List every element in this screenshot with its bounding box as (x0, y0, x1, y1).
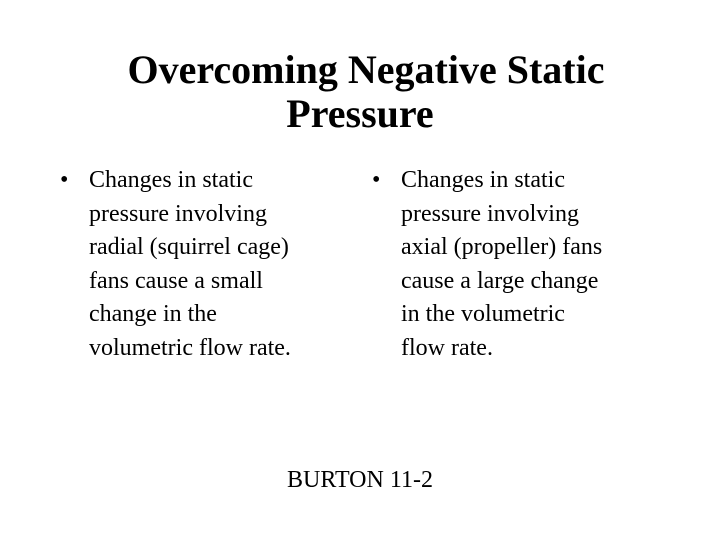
right-bullet-text: Changes in static pressure involving axial (propeller) fans cause a large change in the volumetric flow rate. (401, 167, 603, 361)
right-bullet-column (374, 164, 654, 365)
bullet-icon: • (372, 167, 381, 193)
left-bullet-column (62, 164, 342, 365)
slide-title-line-2: Pressure (286, 91, 434, 136)
slide-title (0, 48, 720, 136)
left-bullet-text: Changes in static pressure involving radial (squirrel cage) fans cause a small change in the volumetric flow rate. (89, 167, 291, 361)
bullet-icon: • (60, 167, 69, 193)
slide-title-line-1: Overcoming Negative Static (127, 47, 605, 92)
footer-citation: BURTON 11-2 (287, 467, 433, 493)
